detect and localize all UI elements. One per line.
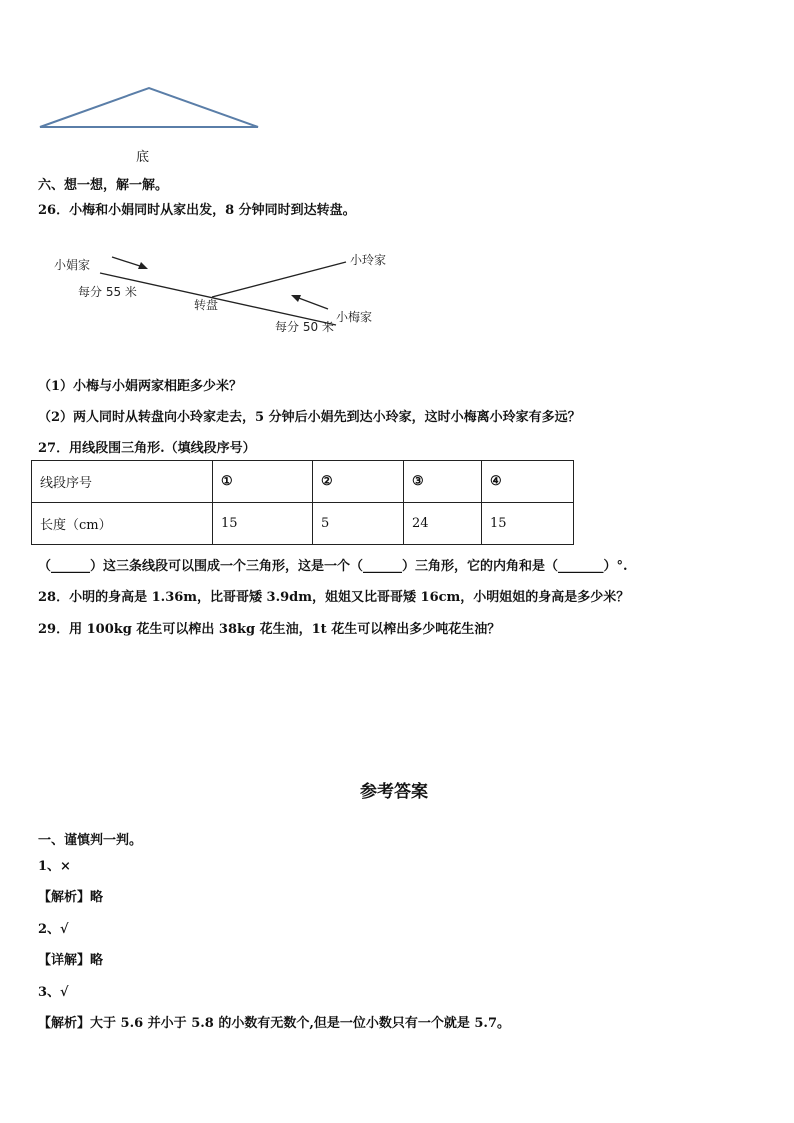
arrow-juan: [112, 257, 148, 269]
question-26: 26．小梅和小娟同时从家出发，8 分钟同时到达转盘。: [38, 203, 356, 218]
segment-table: [31, 460, 574, 545]
label-xiaomei-home: 小梅家: [336, 310, 373, 324]
answer-3-result: 3、√: [38, 985, 69, 1000]
question-29: 29．用 100kg 花生可以榨出 38kg 花生油，1t 花生可以榨出多少吨花生油？: [38, 622, 501, 637]
label-xiaojuan-home: 小娟家: [54, 258, 91, 272]
segment-length-2: 5: [313, 503, 404, 545]
segment-id-1: ①: [213, 461, 313, 503]
answer-2-note: 【详解】略: [38, 953, 104, 968]
label-speed-juan: 每分 55 米: [78, 285, 137, 299]
answer-3-note: 【解析】大于 5.6 并小于 5.8 的小数有无数个,但是一位小数只有一个就是 5.7。: [38, 1016, 511, 1031]
answer-2-result: 2、√: [38, 922, 69, 937]
answers-title: 参考答案: [360, 782, 428, 802]
segment-length-1: 15: [213, 503, 313, 545]
triangle-shape: [40, 88, 258, 127]
segment-id-3: ③: [404, 461, 482, 503]
question-27-fill: （______）这三条线段可以围成一个三角形，这是一个（______）三角形，它的内角和是（_______）°.: [38, 559, 628, 574]
table-row: [32, 503, 574, 545]
segment-id-4: ④: [482, 461, 574, 503]
segment-id-2: ②: [313, 461, 404, 503]
question-26-sub1: （1）小梅与小娟两家相距多少米？: [38, 379, 243, 394]
question-27: 27．用线段围三角形.（填线段序号）: [38, 441, 256, 456]
row-label-length: 长度（cm）: [32, 503, 213, 545]
answer-1-result: 1、×: [38, 859, 71, 874]
answer-1-note: 【解析】略: [38, 890, 104, 905]
arrow-mei: [291, 295, 328, 309]
segment-length-4: 15: [482, 503, 574, 545]
section-heading: 六、想一想，解一解。: [38, 178, 169, 193]
triangle-figure: [30, 80, 270, 136]
table-row: [32, 461, 574, 503]
answers-section-1: 一、谨慎判一判。: [38, 833, 143, 848]
question-28: 28．小明的身高是 1.36m，比哥哥矮 3.9dm，姐姐又比哥哥矮 16cm，小明姐姐的身高是多少米？: [38, 590, 630, 605]
triangle-base-label: 底: [136, 150, 150, 165]
route-diagram: [40, 245, 400, 345]
label-speed-mei: 每分 50 米: [275, 320, 334, 334]
road-roundabout-ling: [212, 262, 346, 297]
row-label-id: 线段序号: [32, 461, 213, 503]
label-roundabout: 转盘: [194, 298, 219, 312]
question-26-sub2: （2）两人同时从转盘向小玲家走去，5 分钟后小娟先到达小玲家，这时小梅离小玲家有多远？: [38, 410, 581, 425]
label-xiaoling-home: 小玲家: [350, 253, 387, 267]
segment-length-3: 24: [404, 503, 482, 545]
